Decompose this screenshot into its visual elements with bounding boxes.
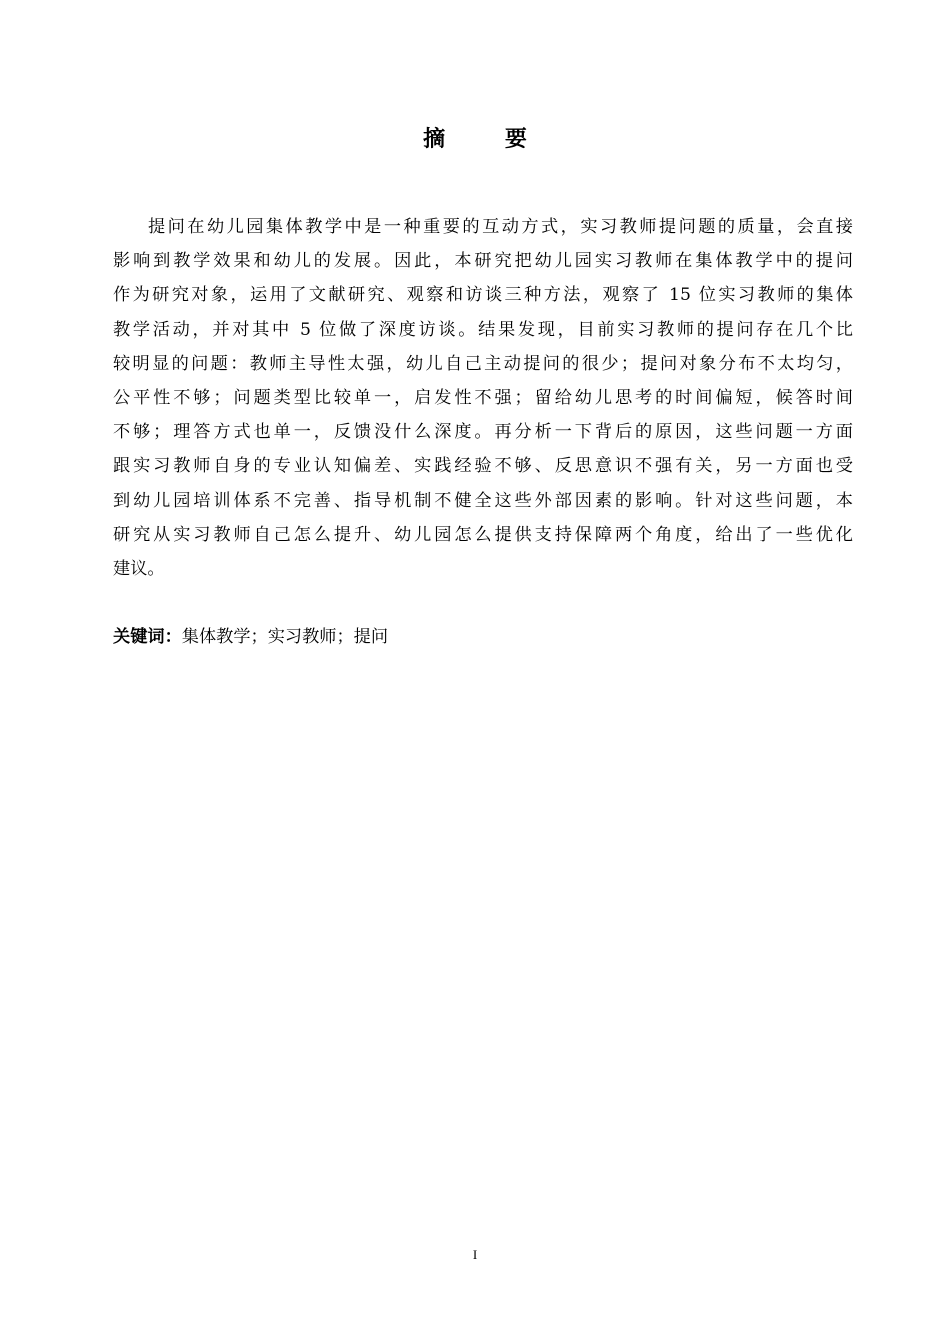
abstract-line: 建议。	[113, 558, 165, 579]
page-number: I	[472, 1247, 478, 1262]
keywords-label: 关键词：	[113, 627, 182, 647]
abstract-line: 不够；理答方式也单一，反馈没什么深度。再分析一下背后的原因，这些问题一方面	[113, 422, 853, 443]
abstract-line: 跟实习教师自身的专业认知偏差、实践经验不够、反思意识不强有关，另一方面也受	[113, 456, 853, 477]
abstract-body	[113, 210, 853, 586]
abstract-title: 摘 要	[423, 127, 553, 152]
abstract-line: 公平性不够；问题类型比较单一，启发性不强；留给幼儿思考的时间偏短，候答时间	[113, 387, 853, 408]
abstract-line: 到幼儿园培训体系不完善、指导机制不健全这些外部因素的影响。针对这些问题，本	[113, 490, 853, 511]
abstract-line: 较明显的问题：教师主导性太强，幼儿自己主动提问的很少；提问对象分布不太均匀，	[113, 353, 853, 374]
abstract-line: 影响到教学效果和幼儿的发展。因此，本研究把幼儿园实习教师在集体教学中的提问	[113, 251, 853, 272]
keywords-value: 集体教学；实习教师；提问	[181, 627, 389, 647]
abstract-line: 研究从实习教师自己怎么提升、幼儿园怎么提供支持保障两个角度，给出了一些优化	[113, 524, 853, 545]
keywords-row	[113, 620, 388, 654]
abstract-line: 提问在幼儿园集体教学中是一种重要的互动方式，实习教师提问题的质量，会直接	[148, 217, 853, 237]
abstract-line: 教学活动，并对其中 5 位做了深度访谈。结果发现，目前实习教师的提问存在几个比	[113, 319, 853, 340]
abstract-line: 作为研究对象，运用了文献研究、观察和访谈三种方法，观察了 15 位实习教师的集体	[113, 285, 853, 306]
